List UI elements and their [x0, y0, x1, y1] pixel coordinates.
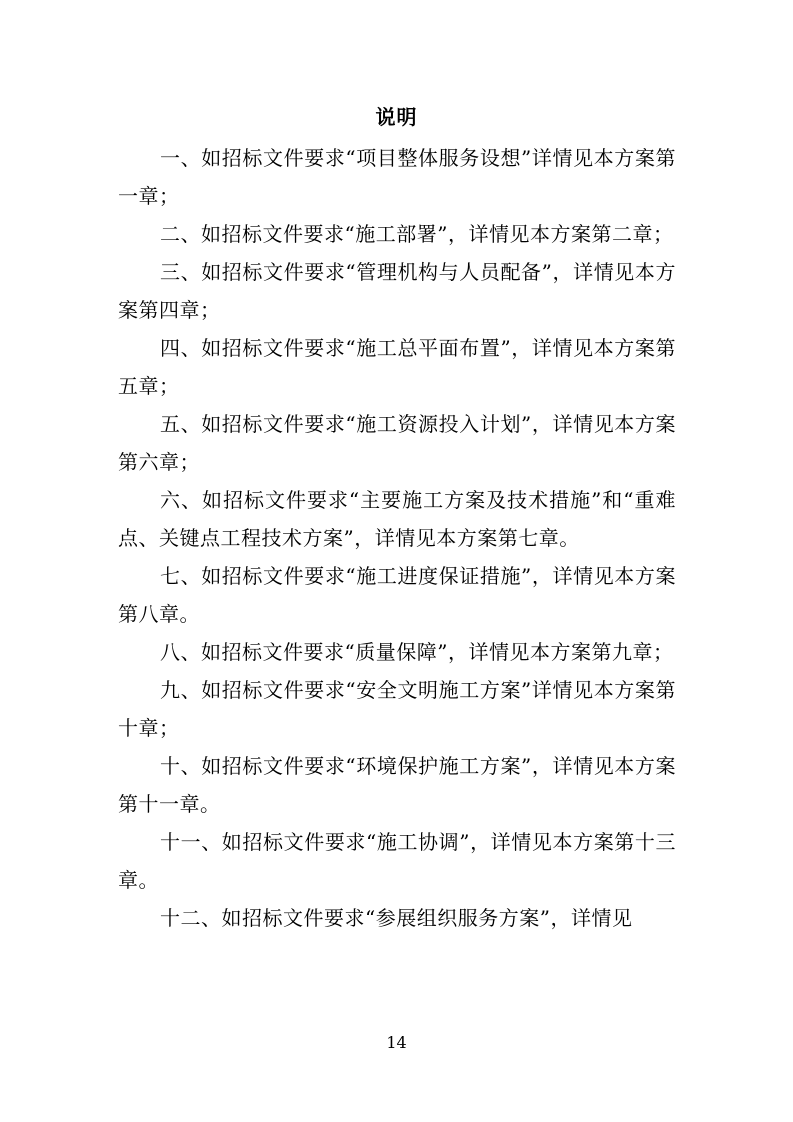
paragraph-6: 六、如招标文件要求“主要施工方案及技术措施”和“重难点、关键点工程技术方案”，详情见本方案第七章。: [118, 488, 676, 550]
body-text: [118, 139, 676, 937]
page-number: 14: [386, 1033, 407, 1052]
paragraph-12: 十二、如招标文件要求“参展组织服务方案”，详情见: [160, 906, 633, 930]
paragraph-1: 一、如招标文件要求“项目整体服务设想”详情见本方案第一章；: [118, 146, 676, 208]
paragraph-11: 十一、如招标文件要求“施工协调”，详情见本方案第十三章。: [118, 830, 676, 892]
paragraph-10: 十、如招标文件要求“环境保护施工方案”，详情见本方案第十一章。: [118, 754, 676, 816]
paragraph-7: 七、如招标文件要求“施工进度保证措施”，详情见本方案第八章。: [118, 564, 676, 626]
paragraph-2: 二、如招标文件要求“施工部署”，详情见本方案第二章；: [160, 222, 674, 246]
paragraph-9: 九、如招标文件要求“安全文明施工方案”详情见本方案第十章；: [118, 678, 676, 740]
paragraph-3: 三、如招标文件要求“管理机构与人员配备”，详情见本方案第四章；: [118, 260, 676, 322]
paragraph-4: 四、如招标文件要求“施工总平面布置”，详情见本方案第五章；: [118, 336, 676, 398]
paragraph-8: 八、如招标文件要求“质量保障”，详情见本方案第九章；: [160, 640, 674, 664]
paragraph-5: 五、如招标文件要求“施工资源投入计划”，详情见本方案第六章；: [118, 412, 676, 474]
page-title: 说明: [375, 105, 418, 129]
